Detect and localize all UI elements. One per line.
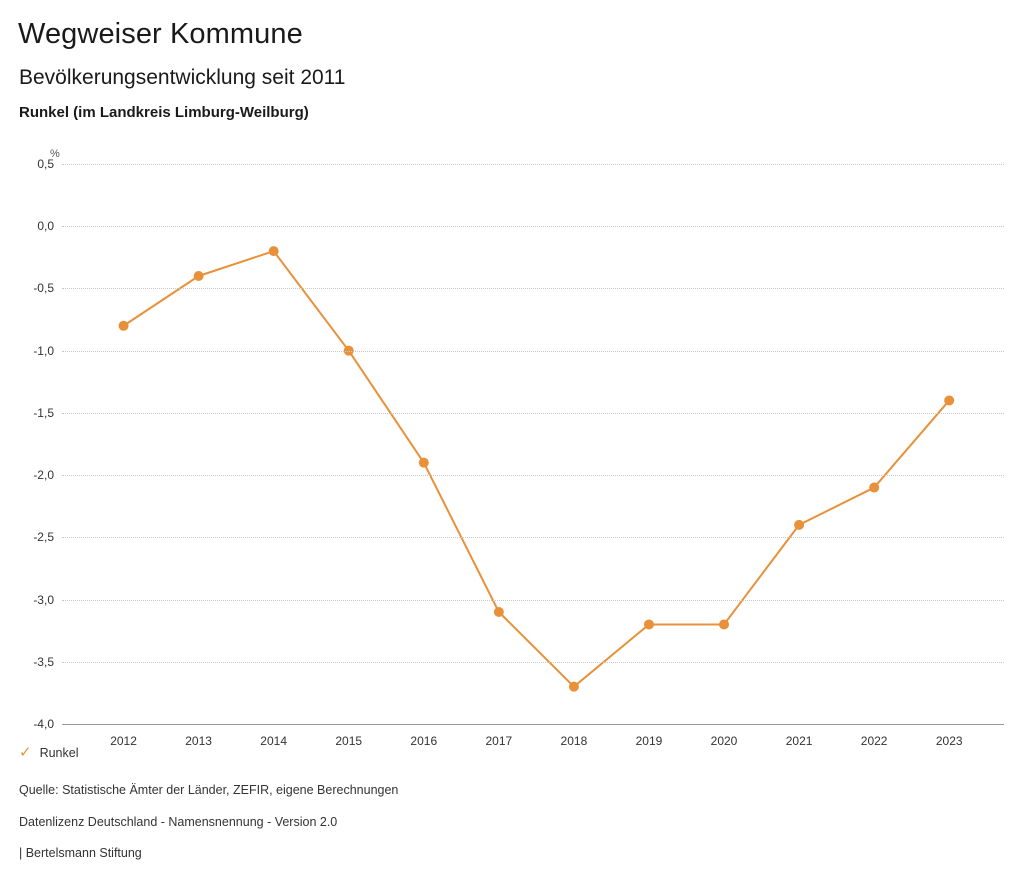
gridline (62, 537, 1004, 538)
y-axis-tick-label: -0,5 (33, 281, 54, 296)
y-axis-tick-label: 0,5 (37, 157, 54, 171)
y-axis-tick-label: -3,5 (33, 654, 54, 669)
x-axis-line (62, 724, 1004, 725)
footnote-publisher: | Bertelsmann Stiftung (19, 846, 142, 860)
y-axis-tick-label: -1,5 (33, 405, 54, 420)
gridline (62, 164, 1004, 165)
x-axis-tick-label: 2014 (260, 734, 288, 748)
data-point-marker[interactable] (644, 619, 654, 629)
gridline (62, 475, 1004, 476)
legend[interactable] (19, 745, 79, 760)
x-axis-tick-label: 2021 (785, 734, 813, 748)
x-axis-tick-label: 2015 (335, 734, 363, 748)
data-point-marker[interactable] (494, 607, 504, 617)
y-axis-unit: % (50, 148, 60, 160)
plot-area (33, 157, 1004, 748)
x-axis-tick-label: 2020 (710, 734, 738, 748)
footnote-license: Datenlizenz Deutschland - Namensnennung - Version 2.0 (19, 814, 338, 829)
x-axis-tick-label: 2022 (860, 734, 888, 748)
data-point-marker[interactable] (869, 483, 879, 493)
chart-subtitle: Bevölkerungsentwicklung seit 2011 (19, 66, 346, 89)
footnote-source: Quelle: Statistische Ämter der Länder, ZEFIR, eigene Berechnungen (19, 783, 399, 797)
chart-container (0, 140, 1024, 748)
data-point-marker[interactable] (119, 321, 129, 331)
data-point-marker[interactable] (944, 395, 954, 405)
gridline (62, 413, 1004, 414)
x-axis-tick-label: 2016 (410, 734, 438, 748)
y-axis-tick-label: -2,5 (33, 530, 54, 545)
gridline (62, 226, 1004, 227)
x-axis-tick-label: 2013 (185, 734, 212, 748)
x-axis-tick-label: 2017 (485, 734, 513, 748)
y-axis-tick-label: -3,0 (33, 592, 54, 607)
chart-region-label: Runkel (im Landkreis Limburg-Weilburg) (19, 104, 309, 121)
x-axis-tick-label: 2023 (935, 734, 963, 748)
gridline (62, 351, 1004, 352)
page-title: Wegweiser Kommune (18, 18, 303, 50)
data-point-marker[interactable] (569, 682, 579, 692)
footnotes (19, 784, 398, 860)
x-axis-tick-label: 2018 (560, 734, 588, 748)
data-point-marker[interactable] (194, 271, 204, 281)
gridline (62, 600, 1004, 601)
x-axis-tick-label: 2012 (110, 734, 137, 748)
x-axis-tick-label: 2019 (635, 734, 663, 748)
data-point-marker[interactable] (794, 520, 804, 530)
y-axis-tick-label: -2,0 (33, 468, 54, 483)
gridline (62, 662, 1004, 663)
y-axis-tick-label: -4,0 (33, 717, 54, 731)
check-icon: ✓ (19, 744, 32, 761)
legend-item-label: Runkel (39, 745, 79, 760)
data-point-marker[interactable] (269, 246, 279, 256)
series-line (124, 251, 950, 687)
gridline (62, 288, 1004, 289)
data-point-marker[interactable] (719, 619, 729, 629)
y-axis-tick-label: 0,0 (37, 219, 54, 234)
data-point-marker[interactable] (419, 458, 429, 468)
series-layer (62, 164, 1004, 724)
y-axis-tick-label: -1,0 (33, 343, 54, 358)
